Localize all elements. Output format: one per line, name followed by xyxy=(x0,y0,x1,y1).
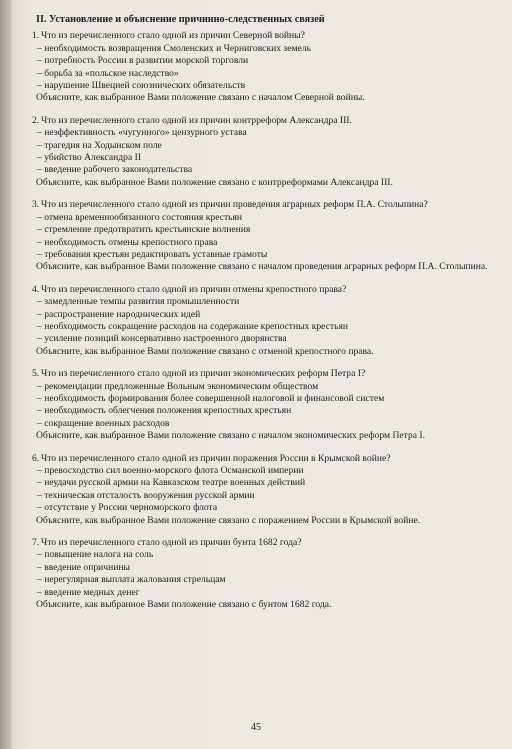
explain-instruction: Объясните, как выбранное Вами положение связано с началом Северной войны. xyxy=(36,92,365,104)
answer-option: – убийство Александра II xyxy=(37,152,142,164)
answer-option: – неэффективность «чугунного» цензурного устава xyxy=(37,127,247,139)
section-title: II. Установление и объяснение причинно-следственных связей xyxy=(36,14,325,25)
question-number: 5. xyxy=(32,368,40,380)
answer-option: – повышение налога на соль xyxy=(37,549,154,561)
explain-instruction: Объясните, как выбранное Вами положение связано с бунтом 1682 года. xyxy=(36,599,332,611)
answer-option: – необходимость облегчения положения крепостных крестьян xyxy=(37,405,292,417)
answer-option: – распространение народнических идей xyxy=(37,308,201,320)
page-number: 45 xyxy=(251,722,261,733)
answer-option: – борьба за «польское наследство» xyxy=(37,67,179,79)
answer-option: – введение опричнины xyxy=(37,561,130,573)
question-text: Что из перечисленного стало одной из причин проведения аграрных реформ П.А. Столыпина? xyxy=(41,199,428,211)
answer-option: – неудачи русской армии на Кавказском театре военных действий xyxy=(37,477,306,489)
explain-instruction: Объясните, как выбранное Вами положение связано с началом экономических реформ Петра I. xyxy=(36,430,426,442)
question-number: 2. xyxy=(32,114,40,126)
binding-edge xyxy=(0,0,12,749)
answer-option: – техническая отсталость вооружения русской армии xyxy=(37,489,255,501)
explain-instruction: Объясните, как выбранное Вами положение связано с поражением России в Крымской войне. xyxy=(36,514,421,526)
explain-instruction: Объясните, как выбранное Вами положение связано с отменой крепостного права. xyxy=(36,345,374,357)
question-number: 4. xyxy=(32,283,40,295)
question-number: 6. xyxy=(32,452,40,464)
question-7 xyxy=(32,537,494,611)
question-3 xyxy=(32,199,494,273)
question-number: 3. xyxy=(32,199,40,211)
answer-option: – введение медных денег xyxy=(37,586,140,598)
answer-option: – нарушение Швецией союзнических обязательств xyxy=(37,80,246,92)
answer-option: – отмена временнообязанного состояния крестьян xyxy=(37,211,243,223)
answer-option: – усиление позиций консервативно настроенного дворянства xyxy=(37,333,287,345)
answer-option: – необходимость сокращение расходов на содержание крепостных крестьян xyxy=(37,320,349,332)
answer-option: – стремление предотвратить крестьянские волнения xyxy=(37,224,251,236)
question-text: Что из перечисленного стало одной из причин Северной войны? xyxy=(41,30,305,42)
answer-option: – необходимость отмены крепостного права xyxy=(37,236,218,248)
answer-option: – нерегулярная выплата жалования стрельцам xyxy=(37,574,226,586)
question-6 xyxy=(32,453,494,527)
answer-option: – потребность России в развитии морской торговли xyxy=(37,55,249,67)
question-5 xyxy=(32,368,494,442)
question-text: Что из перечисленного стало одной из причин контрреформ Александра III. xyxy=(41,114,352,126)
answer-option: – введение рабочего законодательства xyxy=(37,164,193,176)
answer-option: – необходимость формирования более совершенной налоговой и финансовой систем xyxy=(37,392,385,404)
answer-option: – сокращение военных расходов xyxy=(37,417,170,429)
question-2 xyxy=(32,115,494,189)
question-4 xyxy=(32,284,494,358)
question-number: 7. xyxy=(32,537,40,549)
answer-option: – требования крестьян редактировать уставные грамоты xyxy=(37,248,268,260)
question-text: Что из перечисленного стало одной из причин отмены крепостного права? xyxy=(41,283,347,295)
question-text: Что из перечисленного стало одной из причин поражения России в Крымской войне? xyxy=(41,452,391,464)
answer-option: – рекомендации предложенные Вольным экономическим обществом xyxy=(37,380,319,392)
explain-instruction: Объясните, как выбранное Вами положение связано с контрреформами Александра III. xyxy=(36,176,393,188)
answer-option: – трагедия на Ходынском поле xyxy=(37,139,162,151)
question-1 xyxy=(32,30,494,104)
answer-option: – превосходство сил военно-морского флота Османской империи xyxy=(37,465,304,476)
answer-option: – отсутствие у России черноморского флота xyxy=(37,502,218,514)
page-content xyxy=(32,14,494,621)
question-text: Что из перечисленного стало одной из причин экономических реформ Петра I? xyxy=(41,368,366,380)
question-number: 1. xyxy=(32,30,40,42)
answer-option: – замедленные темпы развития промышленности xyxy=(37,296,240,308)
explain-instruction: Объясните, как выбранное Вами положение связано с началом проведения аграрных реформ П.А. Столыпина. xyxy=(36,261,488,273)
question-text: Что из перечисленного стало одной из причин бунта 1682 года? xyxy=(41,537,302,549)
answer-option: – необходимость возвращения Смоленских и Черниговских земель xyxy=(37,42,311,54)
